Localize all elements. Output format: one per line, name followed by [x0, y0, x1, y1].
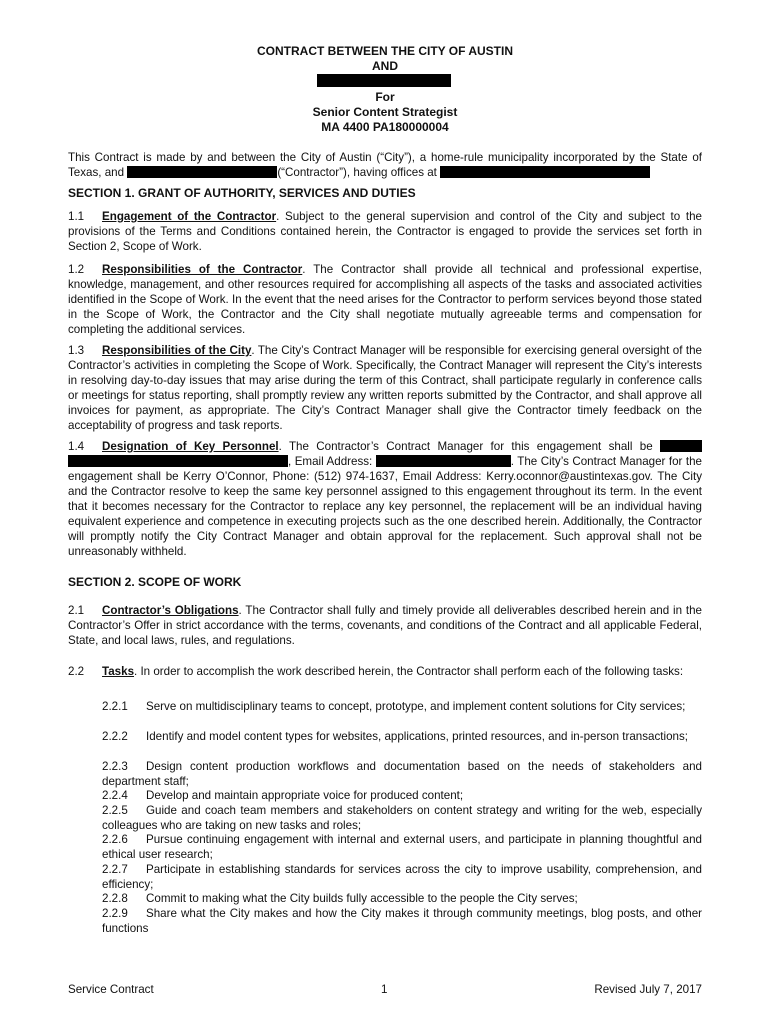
- title-line-3: For: [375, 90, 395, 104]
- title-line-5: MA 4400 PA180000004: [321, 120, 449, 134]
- task-item: [102, 907, 702, 936]
- title-line-2: AND: [372, 59, 398, 73]
- task-item: [102, 700, 702, 715]
- para-text: . The Contractor shall fully and timely provide all deliverables described herein and in the Contractor’s Offer in strict accordance with the terms, covenants, and conditions of the Contract and all applicable Federal, State, and local laws, rules, and regulations.: [68, 604, 702, 647]
- para-text-c: . The City’s Contract Manager for the engagement shall be Kerry O’Connor, Phone: (512) 974-1637, Email Address: Kerry.oconnor@austintexas.gov. The City and the Contractor resolve to keep the same key personnel assigned to this engagement throughout its term. In the event that it becomes necessary for the Contractor to replace any key personnel, the replacement will be an individual having equivalent experience and competence in executing projects such as the one described herein. Additionally, the Contractor will promptly notify the City Contract Manager and obtain approval for the replacement. Such approval shall not be unreasonably withheld.: [68, 455, 702, 558]
- page-number: 1: [381, 983, 388, 996]
- task-number: 2.2.3: [102, 760, 128, 773]
- section-1-heading: SECTION 1. GRANT OF AUTHORITY, SERVICES AND DUTIES: [68, 186, 416, 200]
- task-item: [102, 804, 702, 833]
- para-text: . The Contractor shall provide all technical and professional expertise, knowledge, management, and other resources required for accomplishing all aspects of the tasks and associated activities identified in the Scope of Work. In the event that the need arises for the Contractor to perform services beyond those stated in the Scope of Work, the Contractor and the City shall negotiate mutually agreeable terms and compensation for completing the additional services.: [68, 263, 702, 336]
- para-title: Tasks: [102, 665, 135, 678]
- para-text: . Subject to the general supervision and control of the City and subject to the provisions of the Terms and Conditions contained herein, the Contractor is engaged to provide the services set forth in Section 2, Scope of Work.: [68, 210, 702, 253]
- redacted-key-person: [660, 440, 702, 452]
- redacted-email: [376, 455, 511, 467]
- paragraph-2-1: [68, 603, 702, 648]
- task-number: 2.2.7: [102, 863, 128, 876]
- intro-text-b: (“Contractor”), having offices at: [277, 166, 437, 179]
- para-text-a: . The Contractor’s Contract Manager for this engagement shall be: [278, 440, 653, 453]
- task-number: 2.2.2: [102, 730, 128, 743]
- para-number: 2.1: [68, 604, 85, 617]
- title-line-4: Senior Content Strategist: [312, 105, 458, 119]
- para-number: 1.3: [68, 344, 85, 357]
- task-text: Guide and coach team members and stakeholders on content strategy and writing for the web, especially colleagues who are taking on new tasks and roles;: [102, 804, 702, 832]
- redacted-address: [440, 166, 650, 178]
- task-number: 2.2.6: [102, 833, 128, 846]
- task-text: Develop and maintain appropriate voice for produced content;: [146, 789, 464, 802]
- task-text: Design content production workflows and documentation based on the needs of stakeholders and department staff;: [102, 760, 702, 788]
- intro-paragraph: [68, 150, 702, 180]
- paragraph-1-3: [68, 343, 702, 433]
- para-number: 1.4: [68, 440, 85, 453]
- task-text: Pursue continuing engagement with internal and external users, and participate in planning thoughtful and ethical user research;: [102, 833, 702, 861]
- paragraph-1-4: [68, 439, 702, 559]
- task-item: [102, 892, 702, 907]
- footer-right: Revised July 7, 2017: [594, 983, 702, 996]
- task-number: 2.2.9: [102, 907, 128, 920]
- task-number: 2.2.8: [102, 892, 128, 905]
- para-title: Responsibilities of the Contractor: [102, 263, 303, 276]
- task-text: Commit to making what the City builds fully accessible to the people the City serves;: [146, 892, 578, 905]
- task-number: 2.2.1: [102, 700, 128, 713]
- para-number: 1.1: [68, 210, 85, 223]
- para-text-b: , Email Address:: [288, 455, 373, 468]
- task-text: Identify and model content types for websites, applications, printed resources, and in-person transactions;: [146, 730, 688, 743]
- footer-left: Service Contract: [68, 983, 154, 996]
- task-text: Share what the City makes and how the City makes it through community meetings, blog posts, and other functions: [102, 907, 702, 935]
- para-text: . In order to accomplish the work described herein, the Contractor shall perform each of the following tasks:: [134, 665, 684, 678]
- redacted-contractor: [127, 166, 277, 178]
- section-2-heading: SECTION 2. SCOPE OF WORK: [68, 575, 242, 589]
- para-title: Responsibilities of the City: [102, 344, 252, 357]
- task-item: [102, 863, 702, 892]
- para-number: 1.2: [68, 263, 85, 276]
- intro-text-a: This Contract is made by and between the City of Austin (“City”), a home-rule municipality incorporated by the State of Texas, and: [68, 151, 702, 179]
- task-item: [102, 833, 702, 862]
- para-title: Designation of Key Personnel: [102, 440, 279, 453]
- paragraph-2-2: [68, 664, 702, 679]
- task-item: [102, 760, 702, 789]
- paragraph-1-1: [68, 209, 702, 254]
- task-text: Serve on multidisciplinary teams to concept, prototype, and implement content solutions for City services;: [146, 700, 686, 713]
- task-number: 2.2.5: [102, 804, 128, 817]
- redacted-contractor-name: [317, 74, 451, 87]
- redacted-key-person-name: [68, 455, 288, 467]
- para-title: Contractor’s Obligations: [102, 604, 239, 617]
- paragraph-1-2: [68, 262, 702, 337]
- task-item: [102, 789, 702, 804]
- para-title: Engagement of the Contractor: [102, 210, 277, 223]
- task-item: [102, 730, 702, 745]
- para-text: . The City’s Contract Manager will be responsible for exercising general oversight of the Contractor’s activities in completing the Scope of Work. Specifically, the Contract Manager will represent the City’s interests in resolving day-to-day issues that may arise during the term of this Contract, shall participate regularly in conference calls or meetings for status reporting, shall promptly review any written reports submitted by the Contractor, and shall approve all invoices for payment, as appropriate. The City’s Contract Manager shall give the Contractor timely feedback on the acceptability of progress and task reports.: [68, 344, 702, 432]
- task-text: Participate in establishing standards for services across the city to improve usability, comprehension, and efficiency;: [102, 863, 702, 891]
- para-number: 2.2: [68, 665, 85, 678]
- title-line-1: CONTRACT BETWEEN THE CITY OF AUSTIN: [257, 44, 513, 58]
- task-number: 2.2.4: [102, 789, 128, 802]
